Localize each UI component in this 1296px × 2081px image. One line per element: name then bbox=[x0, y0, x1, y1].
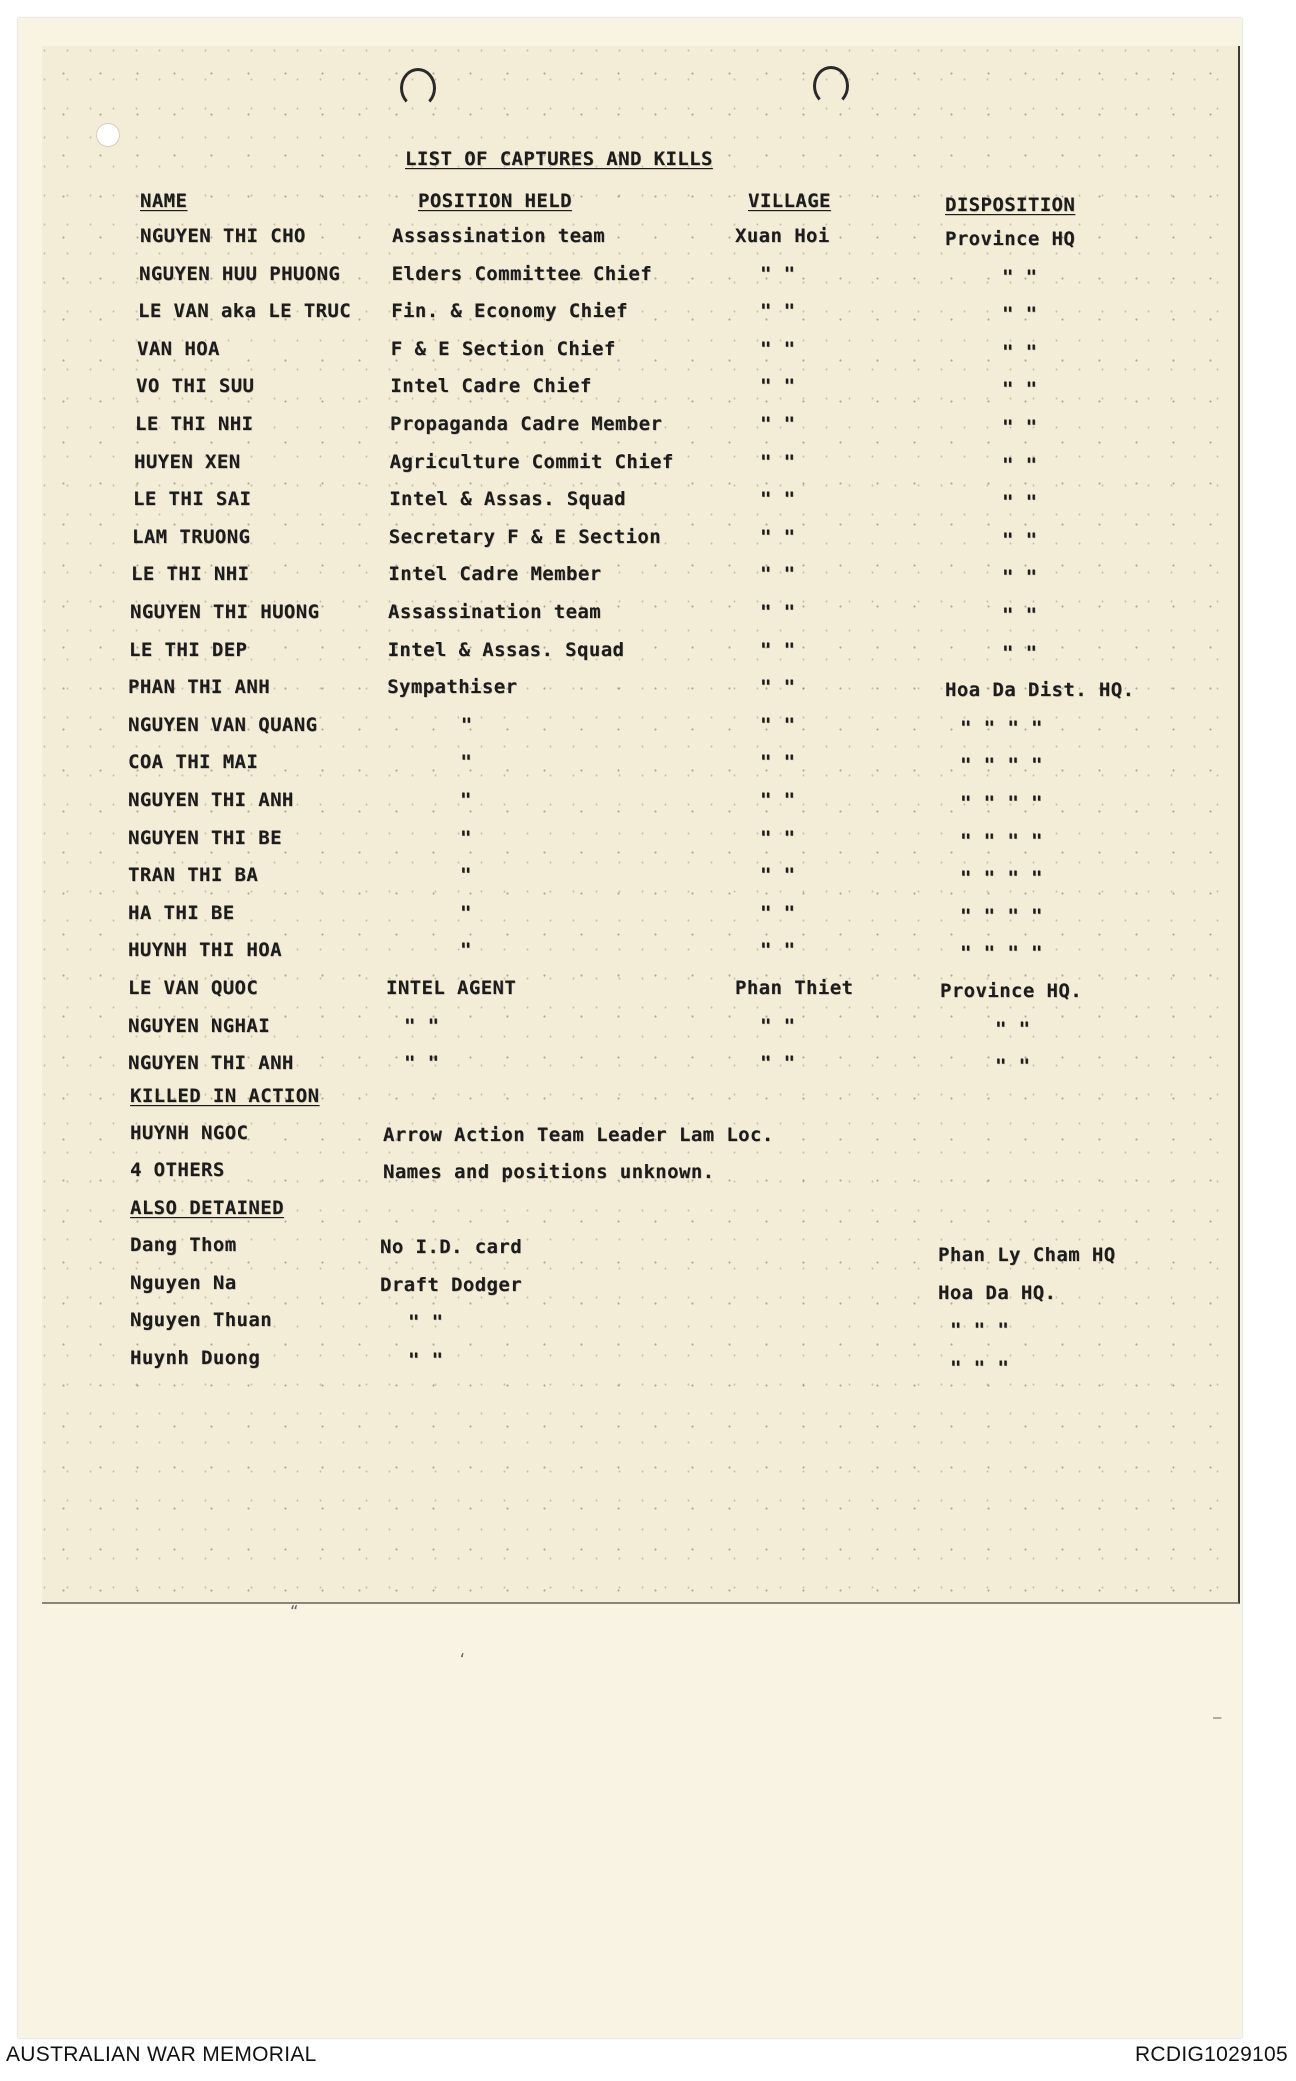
cell-disposition: Hoa Da HQ. bbox=[938, 1281, 1057, 1304]
cell-disposition: Hoa Da Dist. HQ. bbox=[945, 679, 1135, 702]
cell-position: " bbox=[460, 751, 473, 774]
cell-position: Intel & Assas. Squad bbox=[387, 638, 625, 661]
cell-disposition: " " " " bbox=[960, 904, 1043, 927]
cell-position: Assassination team bbox=[388, 601, 602, 623]
cell-position: Intel Cadre Member bbox=[388, 563, 602, 586]
cell-name: NGUYEN THI CHO bbox=[140, 225, 306, 247]
cell-position: " " bbox=[408, 1348, 444, 1371]
cell-village: " " bbox=[760, 638, 796, 661]
cell-position: Sympathiser bbox=[387, 676, 518, 699]
cell-name: Dang Thom bbox=[130, 1234, 237, 1256]
cell-village: " " bbox=[760, 789, 796, 811]
cell-position: Intel Cadre Chief bbox=[390, 375, 592, 398]
cell-village: " " bbox=[760, 901, 796, 924]
cell-name: NGUYEN HUU PHUONG bbox=[139, 262, 341, 285]
smudge-mark: ‘ bbox=[458, 1652, 467, 1668]
cell-name: COA THI MAI bbox=[128, 751, 259, 774]
smudge-mark: – bbox=[1213, 1710, 1222, 1726]
cell-disposition: Phan Ly Cham HQ bbox=[938, 1244, 1116, 1266]
cell-name: LE THI NHI bbox=[135, 413, 254, 435]
cell-disposition: " " " " bbox=[960, 867, 1043, 890]
cell-village: " " bbox=[760, 826, 796, 849]
cell-position: " " bbox=[404, 1014, 440, 1037]
cell-name: LE THI SAI bbox=[133, 488, 252, 511]
cell-disposition: Province HQ. bbox=[940, 980, 1083, 1002]
cell-village: Phan Thiet bbox=[735, 977, 854, 999]
cell-disposition: " " " " bbox=[960, 829, 1043, 852]
cell-position: Propaganda Cadre Member bbox=[390, 413, 663, 435]
cell-disposition: " " bbox=[1002, 566, 1038, 589]
detained-heading: ALSO DETAINED bbox=[130, 1197, 284, 1219]
cell-name: NGUYEN THI HUONG bbox=[130, 601, 320, 623]
cell-village: " " bbox=[760, 375, 796, 398]
cell-village: " " bbox=[760, 450, 796, 473]
cell-name: NGUYEN THI ANH bbox=[128, 789, 294, 811]
cell-name: PHAN THI ANH bbox=[128, 676, 271, 699]
cell-name: HUYNH NGOC bbox=[130, 1122, 249, 1144]
cell-name: LE THI NHI bbox=[131, 563, 250, 586]
cell-disposition: " " " " bbox=[960, 942, 1043, 965]
cell-position: Assassination team bbox=[392, 225, 606, 247]
cell-name: HUYNH THI HOA bbox=[128, 939, 282, 962]
cell-disposition: " " bbox=[995, 1017, 1031, 1040]
cell-village: " " bbox=[760, 525, 796, 548]
cell-name: LAM TRUONG bbox=[132, 525, 251, 548]
cell-name: NGUYEN THI ANH bbox=[128, 1052, 294, 1075]
cell-position: " bbox=[460, 789, 472, 811]
cell-village: " " bbox=[760, 1014, 796, 1037]
cell-position: Fin. & Economy Chief bbox=[391, 300, 628, 323]
cell-position: " bbox=[460, 939, 472, 962]
header-name: NAME bbox=[140, 190, 188, 212]
cell-name: TRAN THI BA bbox=[128, 864, 259, 887]
cell-name: LE THI DEP bbox=[129, 638, 248, 661]
cell-village: " " bbox=[760, 1052, 796, 1075]
cell-disposition: " " bbox=[1002, 453, 1038, 476]
cell-village: " " bbox=[760, 939, 796, 962]
cell-disposition: " " " " bbox=[960, 754, 1043, 777]
cell-position: INTEL AGENT bbox=[386, 977, 517, 999]
cell-name: LE VAN aka LE TRUC bbox=[138, 300, 352, 323]
cell-disposition: " " " " bbox=[960, 716, 1043, 739]
cell-name: NGUYEN NGHAI bbox=[128, 1014, 271, 1037]
cell-position: " bbox=[460, 713, 473, 736]
cell-position: No I.D. card bbox=[380, 1236, 523, 1258]
cell-name: HA THI BE bbox=[128, 901, 235, 924]
cell-disposition: " " bbox=[1002, 416, 1038, 438]
cell-disposition: " " " bbox=[950, 1319, 1010, 1341]
cell-village: " " bbox=[760, 676, 796, 699]
cell-name: NGUYEN THI BE bbox=[128, 826, 282, 849]
cell-name: Huynh Duong bbox=[130, 1346, 261, 1369]
punch-hole bbox=[96, 123, 120, 147]
cell-village: " " bbox=[760, 413, 796, 435]
document-title: LIST OF CAPTURES AND KILLS bbox=[405, 148, 713, 170]
cell-name: LE VAN QUOC bbox=[128, 977, 259, 999]
cell-village: " " bbox=[760, 337, 796, 360]
cell-disposition: " " " " bbox=[960, 792, 1043, 814]
cell-disposition: " " " bbox=[950, 1356, 1010, 1379]
cell-position: Secretary F & E Section bbox=[388, 525, 662, 548]
cell-disposition: " " bbox=[1002, 378, 1038, 401]
cell-disposition: " " bbox=[1002, 641, 1038, 664]
cell-name: Nguyen Na bbox=[130, 1271, 237, 1294]
cell-village: " " bbox=[760, 488, 796, 511]
binder-ring-left-icon bbox=[400, 68, 436, 108]
cell-disposition: Province HQ bbox=[945, 228, 1076, 250]
cell-name: VO THI SUU bbox=[136, 375, 255, 398]
cell-village: " " bbox=[760, 864, 796, 887]
cell-disposition: " " bbox=[1002, 491, 1038, 514]
cell-position: " bbox=[460, 901, 472, 924]
cell-position: " " bbox=[404, 1052, 440, 1075]
footer-left: AUSTRALIAN WAR MEMORIAL bbox=[6, 2043, 317, 2066]
cell-disposition: " " bbox=[1002, 604, 1038, 626]
footer-right: RCDIG1029105 bbox=[1134, 2043, 1288, 2066]
cell-position: Elders Committee Chief bbox=[391, 262, 653, 285]
cell-disposition: " " bbox=[995, 1055, 1031, 1078]
cell-disposition: " " bbox=[1002, 528, 1038, 551]
cell-detail: Arrow Action Team Leader Lam Loc. bbox=[383, 1124, 774, 1146]
cell-position: " bbox=[460, 864, 472, 887]
cell-detail: Names and positions unknown. bbox=[383, 1161, 715, 1183]
cell-disposition: " " bbox=[1002, 303, 1038, 326]
cell-name: 4 OTHERS bbox=[130, 1159, 225, 1181]
header-village: VILLAGE bbox=[748, 190, 831, 212]
cell-name: NGUYEN VAN QUANG bbox=[128, 713, 318, 736]
cell-village: Xuan Hoi bbox=[735, 225, 830, 247]
cell-village: " " bbox=[760, 713, 796, 736]
cell-village: " " bbox=[760, 601, 796, 623]
cell-position: Agriculture Commit Chief bbox=[389, 450, 674, 473]
cell-village: " " bbox=[760, 751, 796, 774]
header-position: POSITION HELD bbox=[418, 190, 572, 212]
cell-position: Draft Dodger bbox=[380, 1273, 523, 1296]
cell-disposition: " " bbox=[1002, 265, 1038, 288]
binder-ring-right-icon bbox=[813, 66, 849, 106]
cell-village: " " bbox=[760, 262, 796, 285]
cell-name: Nguyen Thuan bbox=[130, 1309, 273, 1331]
cell-village: " " bbox=[760, 300, 796, 323]
smudge-mark: “ bbox=[290, 1604, 299, 1620]
killed-heading: KILLED IN ACTION bbox=[130, 1085, 320, 1107]
cell-name: HUYEN XEN bbox=[134, 450, 241, 473]
cell-village: " " bbox=[760, 563, 796, 586]
header-disposition: DISPOSITION bbox=[945, 194, 1076, 216]
cell-disposition: " " bbox=[1002, 340, 1038, 363]
cell-position: " bbox=[460, 826, 472, 849]
cell-position: Intel & Assas. Squad bbox=[389, 488, 626, 511]
cell-position: F & E Section Chief bbox=[390, 337, 616, 360]
cell-position: " " bbox=[408, 1311, 444, 1333]
cell-name: VAN HOA bbox=[137, 337, 220, 360]
